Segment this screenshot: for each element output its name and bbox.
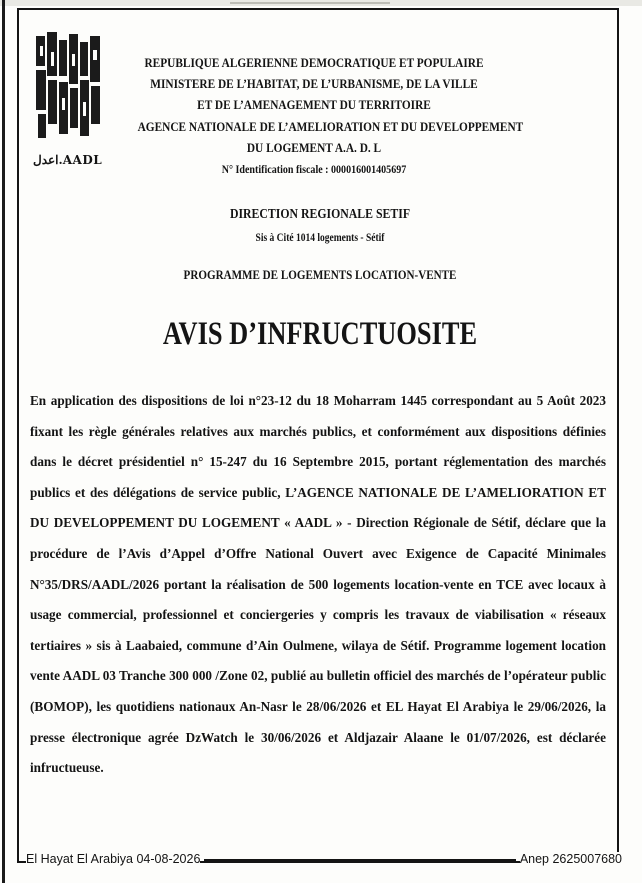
footer-source: El Hayat El Arabiya 04-08-2026 — [26, 852, 201, 866]
notice-body: En application des dispositions de loi n°23-12 du 18 Moharram 1445 correspondant au 5 Août 2023 fixant les règle générales relatives aux marchés publics, et conformément aux dispositions définies dans le décret présidentiel n° 15-247 du 16 Septembre 2015, portant réglementation des marchés publics et des délégations de service public, L’AGENCE NATIONALE DE L’AMELIORATION ET DU DEVELOPPEMENT DU LOGEMENT « AADL » - Direction Régionale de Sétif, déclare que la procédure de l’Avis d’Appel d’Offre National Ouvert avec Exigence de Capacité Minimales N°35/DRS/AADL/2026 portant la réalisation de 500 logements location-vente en TCE avec locaux à usage commercial, professionnel et conciergeries y compris les travaux de viabilisation « réseaux tertiaires » sis à Laabaied, commune d’Ain Oulmene, wilaya de Sétif. Programme logement location vente AADL 03 Tranche 300 000 /Zone 02, publié au bulletin officiel des marchés de l’opérateur public (BOMOP), les quotidiens nationaux An-Nasr le 28/06/2026 et EL Hayat El Arabiya le 29/06/2026, la presse électronique agrée DzWatch le 30/06/2026 et Aldjazair Alaane le 01/07/2026, est déclarée infructueuse. — [30, 393, 606, 776]
notice-title: AVIS D’INFRUCTUOSITE — [162, 316, 478, 352]
header-line-ministry-cont: ET DE L’AMENAGEMENT DU TERRITOIRE — [197, 98, 431, 113]
direction-address: Sis à Cité 1014 logements - Sétif — [255, 232, 385, 244]
letterhead — [118, 53, 524, 180]
aadl-logo — [34, 32, 102, 144]
footer — [26, 851, 622, 867]
footer-rule — [204, 859, 515, 861]
header-line-republic: REPUBLIQUE ALGERIENNE DEMOCRATIQUE ET POPULAIRE — [144, 56, 484, 70]
scan-edge-left — [2, 0, 5, 883]
footer-reference: Anep 2625007680 — [519, 852, 622, 866]
header-line-ministry: MINISTERE DE L’HABITAT, DE L’URBANISME, DE LA VILLE — [150, 77, 478, 92]
fiscal-id: N° Identification fiscale : 000016001405697 — [221, 162, 407, 177]
header-line-agency: AGENCE NATIONALE DE L’AMELIORATION ET DU DEVELOPPEMENT — [137, 119, 524, 134]
header-line-agency-cont: DU LOGEMENT A.A. D. L — [246, 140, 382, 155]
logo-caption: ﺍﻋﺪﻝ.AADL — [33, 153, 103, 167]
programme-title: PROGRAMME DE LOGEMENTS LOCATION-VENTE — [183, 268, 457, 282]
scan-edge-top — [0, 0, 642, 6]
regional-direction: DIRECTION REGIONALE SETIF — [229, 206, 411, 221]
